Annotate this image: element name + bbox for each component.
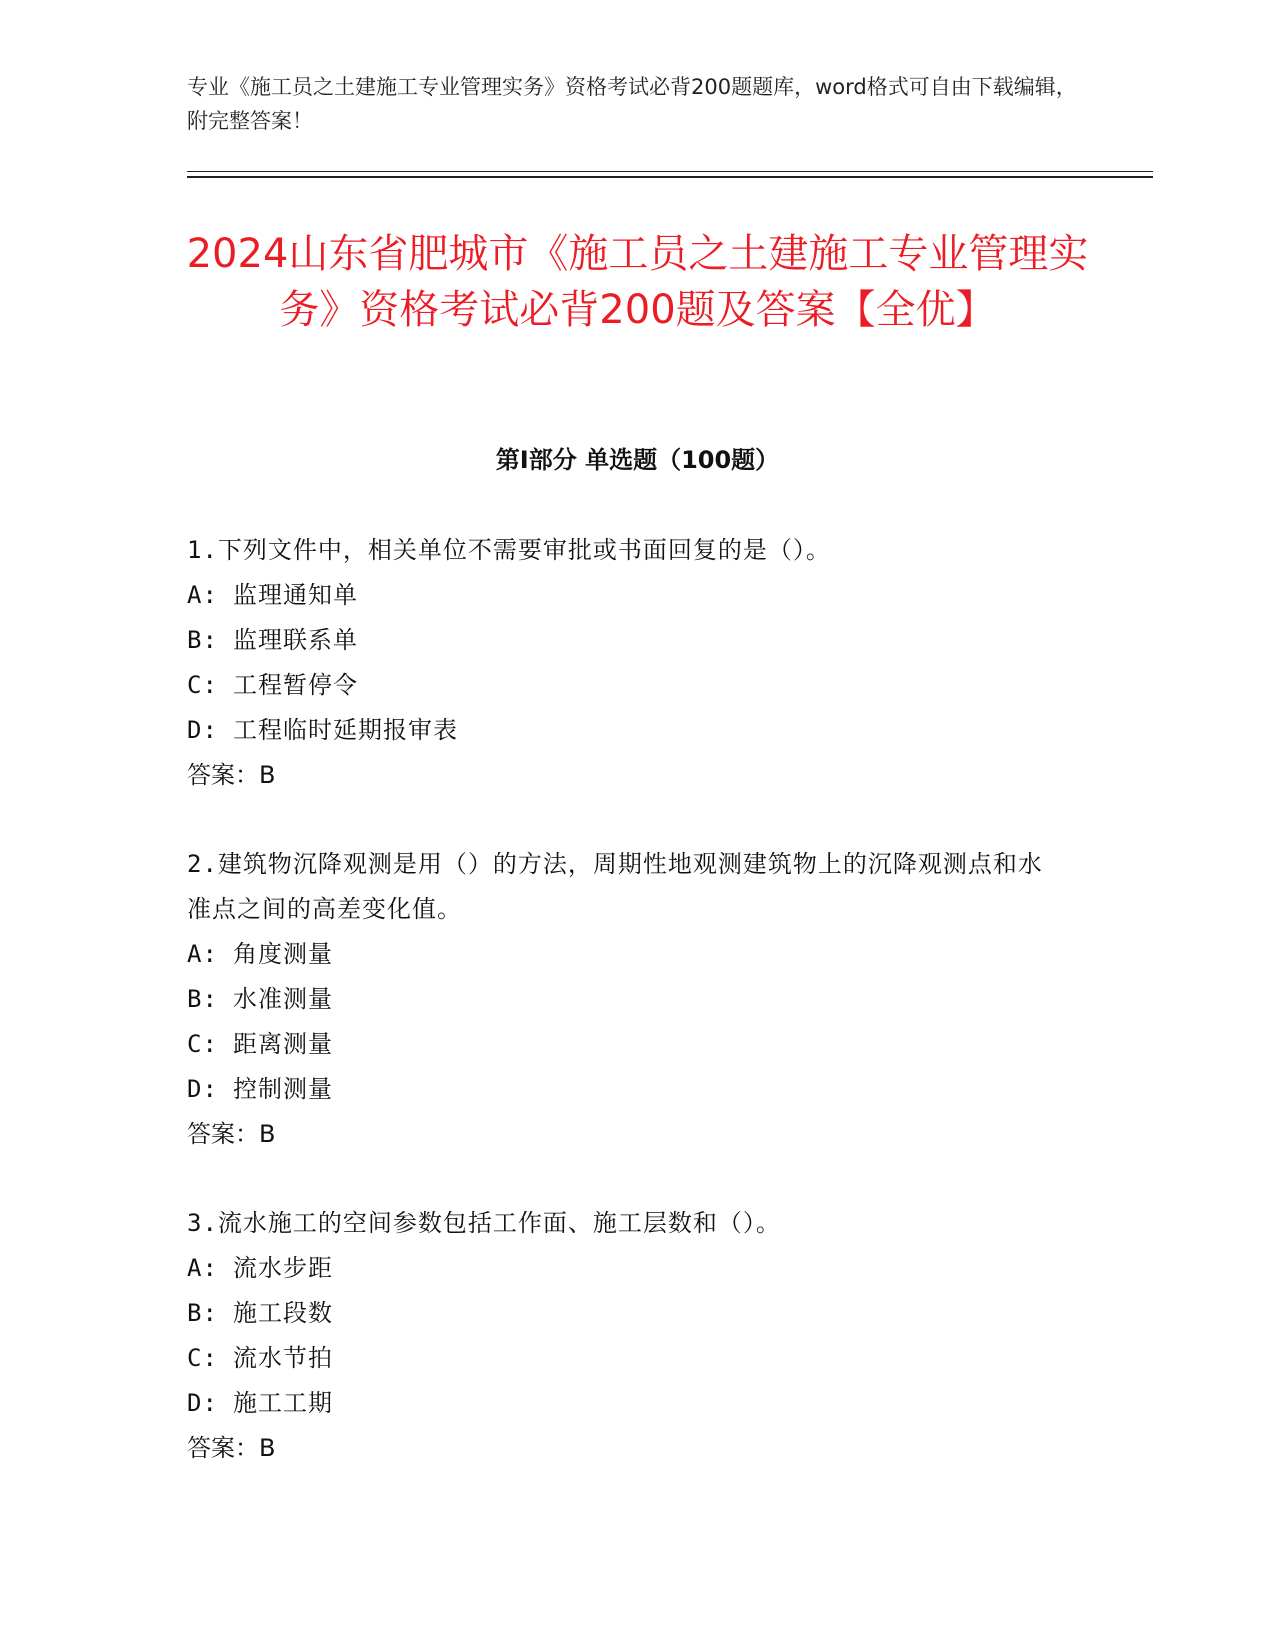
answer-line: 答案：B [187,1120,276,1148]
option-letter: C: [187,1344,218,1372]
question-list [187,528,1067,1515]
question-stem: 2.建筑物沉降观测是用（）的方法，周期性地观测建筑物上的沉降观测点和水准点之间的高差变化值。 [187,850,1043,923]
option-d [187,1067,1067,1112]
option-letter: D: [187,716,218,744]
answer-line: 答案：B [187,761,276,789]
option-text: 角度测量 [233,940,333,968]
header-note: 专业《施工员之土建施工专业管理实务》资格考试必背200题题库，word格式可自由下载编辑，附完整答案！ [187,75,1077,133]
option-text: 监理联系单 [233,626,358,654]
option-text: 流水节拍 [233,1344,333,1372]
option-b [187,977,1067,1022]
option-letter: D: [187,1389,218,1417]
option-d [187,1381,1067,1426]
question-1 [187,528,1067,798]
option-a [187,1246,1067,1291]
option-text: 监理通知单 [233,581,358,609]
option-letter: C: [187,671,218,699]
option-letter: A: [187,1254,218,1282]
header-rule-thick [187,176,1153,178]
section-heading: 第Ⅰ部分 单选题（100题） [495,446,780,474]
question-stem: 3.流水施工的空间参数包括工作面、施工层数和（）。 [187,1209,781,1237]
option-text: 工程暂停令 [233,671,358,699]
option-c [187,1022,1067,1067]
option-letter: B: [187,626,218,654]
option-a [187,573,1067,618]
question-2 [187,842,1067,1157]
option-d [187,708,1067,753]
option-text: 距离测量 [233,1030,333,1058]
option-letter: A: [187,940,218,968]
option-text: 控制测量 [233,1075,333,1103]
option-text: 流水步距 [233,1254,333,1282]
option-c [187,663,1067,708]
question-3 [187,1201,1067,1471]
option-letter: C: [187,1030,218,1058]
option-letter: D: [187,1075,218,1103]
question-stem: 1.下列文件中，相关单位不需要审批或书面回复的是（）。 [187,536,831,564]
option-letter: A: [187,581,218,609]
document-title: 2024山东省肥城市《施工员之土建施工专业管理实务》资格考试必背200题及答案【全优】 [186,231,1089,333]
option-text: 施工段数 [233,1299,333,1327]
option-c [187,1336,1067,1381]
option-text: 施工工期 [233,1389,333,1417]
option-b [187,1291,1067,1336]
option-text: 工程临时延期报审表 [233,716,458,744]
option-b [187,618,1067,663]
option-text: 水准测量 [233,985,333,1013]
option-letter: B: [187,985,218,1013]
option-letter: B: [187,1299,218,1327]
answer-line: 答案：B [187,1434,276,1462]
header-rule-thin [187,171,1153,172]
option-a [187,932,1067,977]
